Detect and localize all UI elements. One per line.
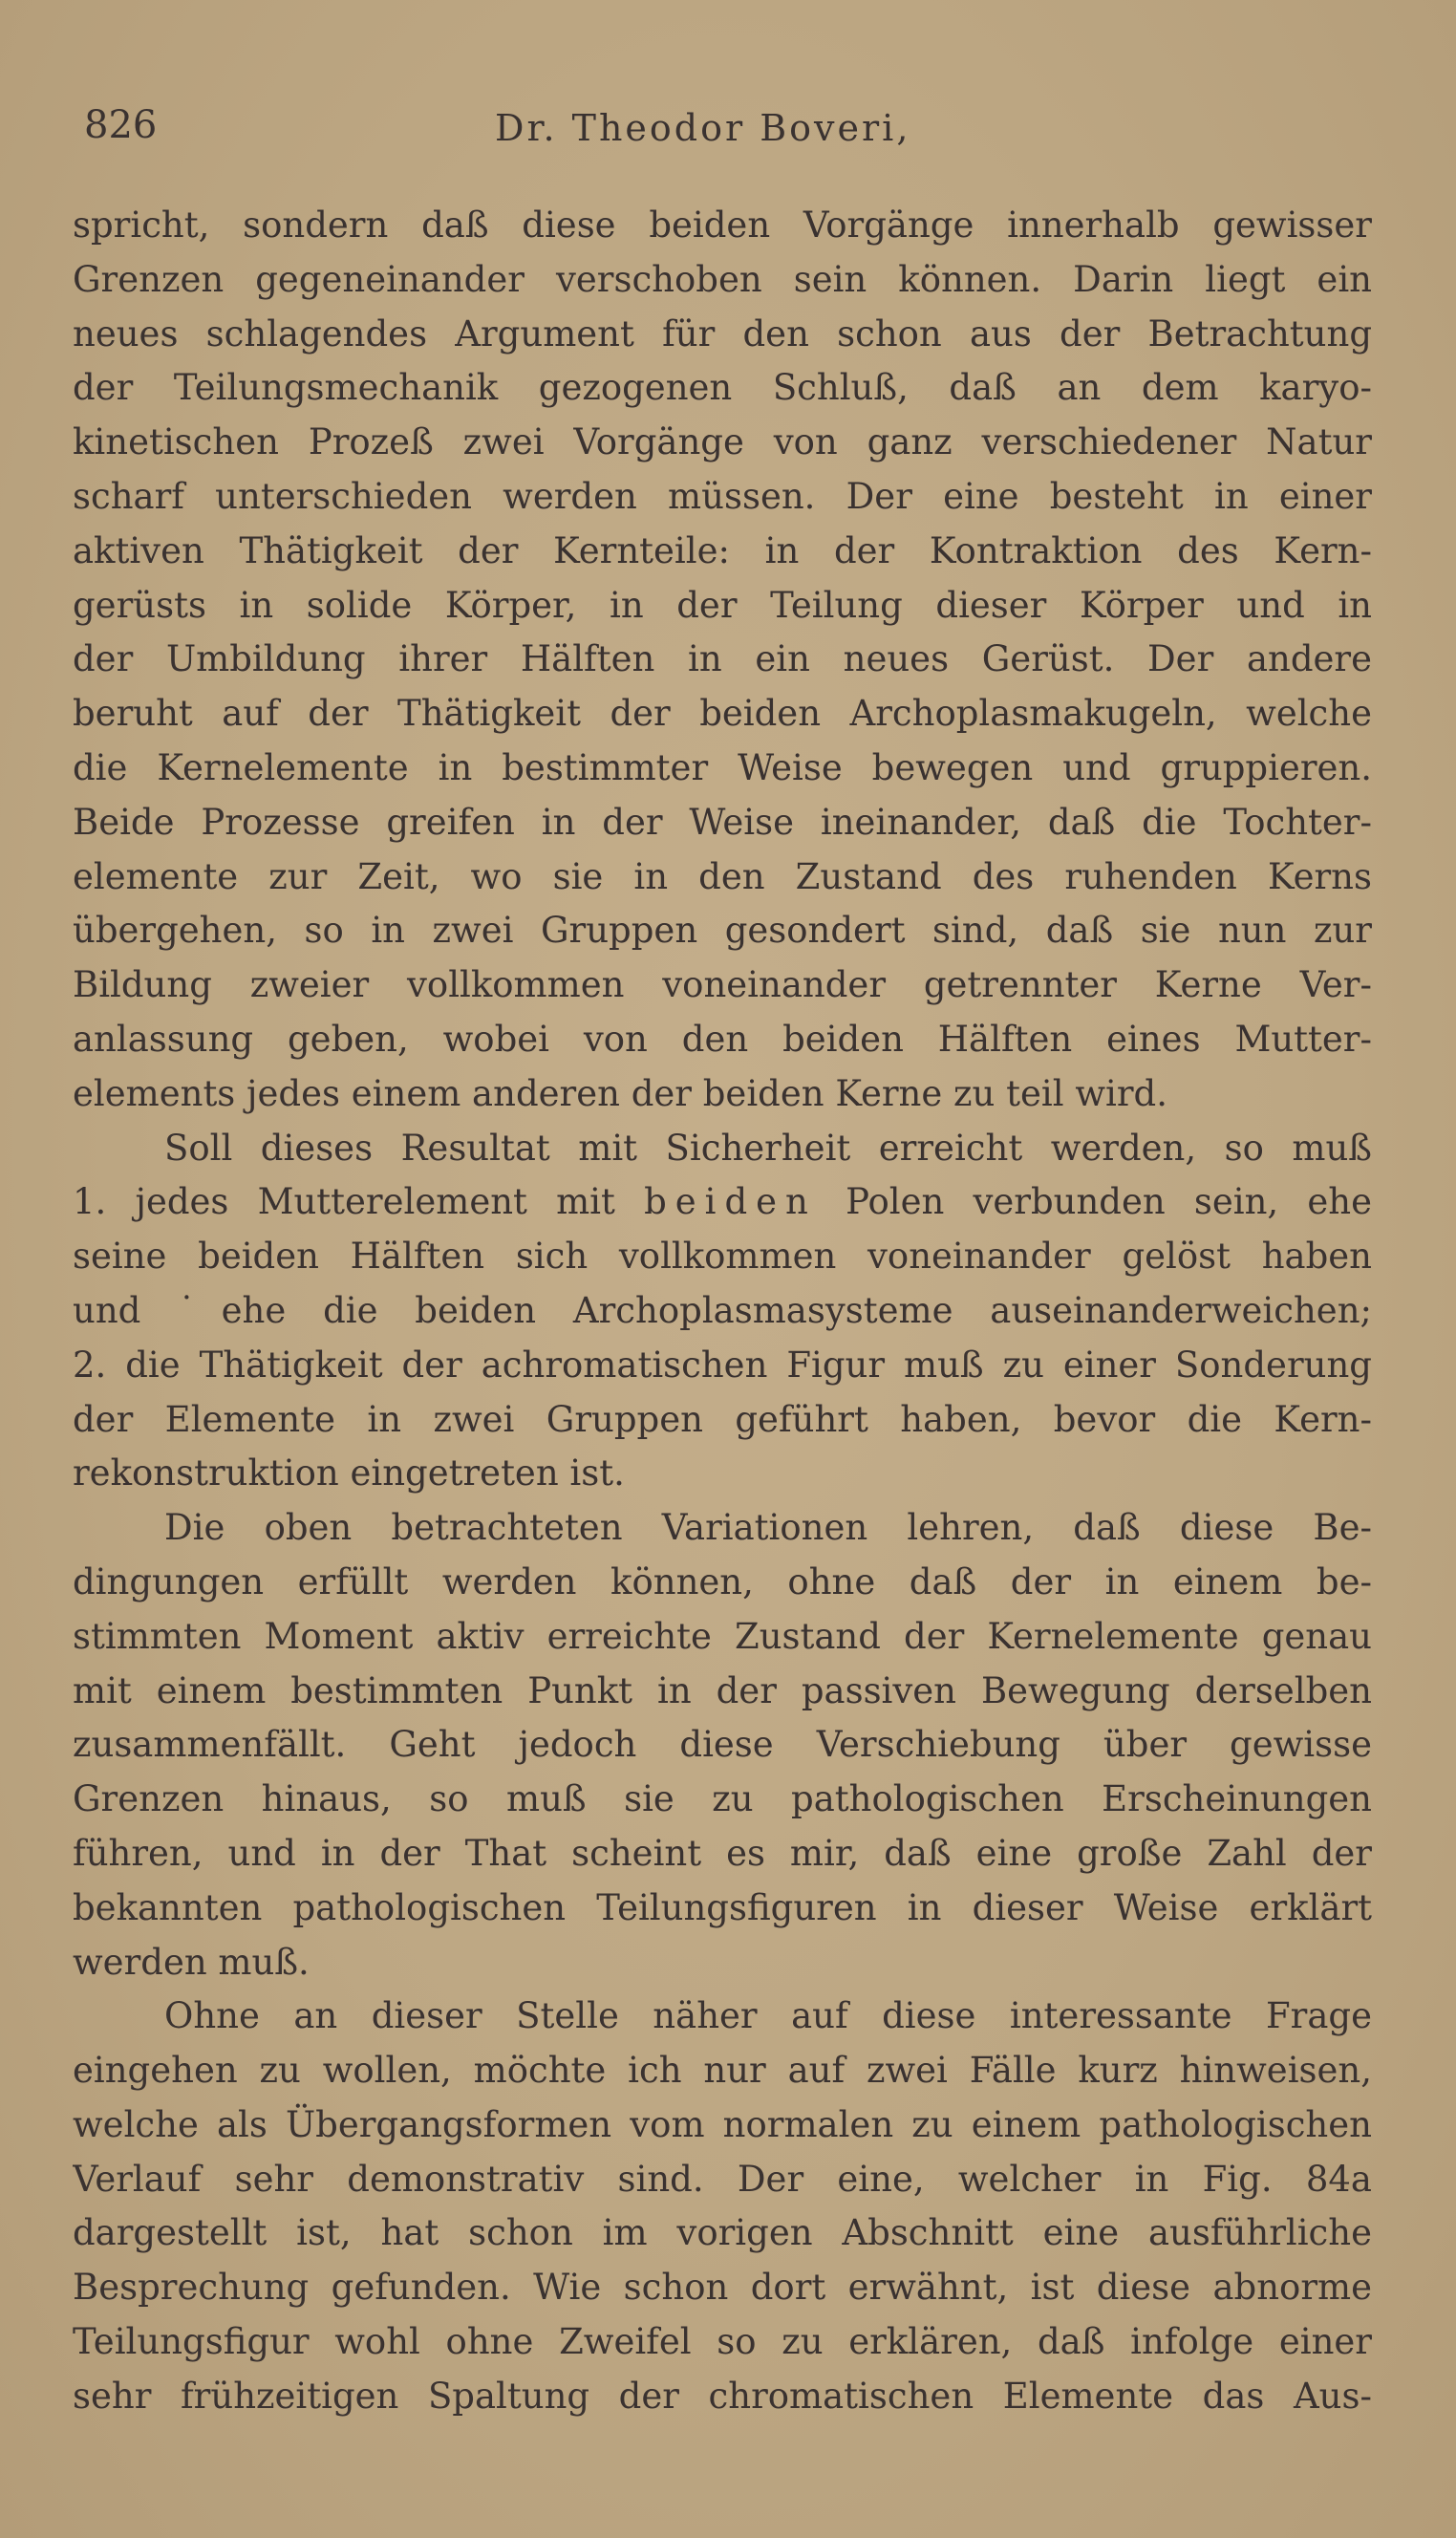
text-line: der Teilungsmechanik gezogenen Schluß, daß an dem karyo- — [73, 367, 1372, 409]
text-line: aktiven Thätigkeit der Kernteile: in der Kontraktion des Kern- — [73, 529, 1372, 571]
text-line: der Elemente in zwei Gruppen geführt haben, bevor die Kern- — [73, 1398, 1372, 1440]
text-line: kinetischen Prozeß zwei Vorgänge von ganz verschiedener Natur — [73, 421, 1372, 463]
page-number: 826 — [84, 103, 158, 147]
text-line: Grenzen hinaus, so muß sie zu pathologischen Erscheinungen — [73, 1778, 1372, 1820]
text-line: mit einem bestimmten Punkt in der passiven Bewegung derselben — [73, 1669, 1372, 1711]
text-line: die Kernelemente in bestimmter Weise bewegen und gruppieren. — [73, 746, 1372, 788]
text-line: elements jedes einem anderen der beiden Kerne zu teil wird. — [73, 1072, 1167, 1114]
text-line: Soll dieses Resultat mit Sicherheit erreicht werden, so muß — [164, 1127, 1372, 1169]
text-line: rekonstruktion eingetreten ist. — [73, 1452, 625, 1495]
text-line: und ˙ehe die beiden Archoplasmasysteme auseinanderweichen; — [73, 1289, 1372, 1331]
text-line: Die oben betrachteten Variationen lehren, daß diese Be- — [164, 1507, 1372, 1549]
text-line-with-spaced-word — [73, 1175, 1372, 1230]
text-line: übergehen, so in zwei Gruppen gesondert sind, daß sie nun zur — [73, 910, 1372, 952]
text-line: der Umbildung ihrer Hälften in ein neues Gerüst. Der andere — [73, 638, 1372, 680]
text-line: Ohne an dieser Stelle näher auf diese interessante Frage — [164, 1995, 1372, 2037]
text-line: elemente zur Zeit, wo sie in den Zustand des ruhenden Kerns — [73, 855, 1372, 897]
text-line: werden muß. — [73, 1941, 310, 1983]
text-line: eingehen zu wollen, möchte ich nur auf zwei Fälle kurz hinweisen, — [73, 2050, 1372, 2092]
text-line: welche als Übergangsformen vom normalen zu einem pathologischen — [73, 2103, 1372, 2145]
text-line: sehr frühzeitigen Spaltung der chromatischen Elemente das Aus- — [73, 2375, 1372, 2417]
text-line: beruht auf der Thätigkeit der beiden Archoplasmakugeln, welche — [73, 693, 1372, 735]
text-line: dingungen erfüllt werden können, ohne daß der in einem be- — [73, 1560, 1372, 1602]
line-start: 1. jedes Mutterelement mit — [73, 1181, 615, 1223]
spaced-emphasis: beiden — [644, 1181, 817, 1223]
text-line: Teilungsfigur wohl ohne Zweifel so zu erklären, daß infolge einer — [73, 2321, 1372, 2363]
text-line: zusammenfällt. Geht jedoch diese Verschiebung über gewisse — [73, 1724, 1372, 1766]
text-line: spricht, sondern daß diese beiden Vorgänge innerhalb gewisser — [73, 204, 1372, 246]
text-line: Besprechung gefunden. Wie schon dort erwähnt, ist diese abnorme — [73, 2267, 1372, 2309]
page-header — [84, 103, 1374, 170]
text-line: scharf unterschieden werden müssen. Der eine besteht in einer — [73, 475, 1372, 517]
text-line: stimmten Moment aktiv erreichte Zustand der Kernelemente genau — [73, 1615, 1372, 1657]
running-head: Dr. Theodor Boveri, — [495, 107, 911, 149]
text-line: seine beiden Hälften sich vollkommen voneinander gelöst haben — [73, 1236, 1372, 1278]
text-line: 2. die Thätigkeit der achromatischen Figur muß zu einer Sonderung — [73, 1344, 1372, 1386]
text-line: gerüsts in solide Körper, in der Teilung dieser Körper und in — [73, 584, 1372, 626]
text-line: Verlauf sehr demonstrativ sind. Der eine, welcher in Fig. 84a — [73, 2158, 1372, 2200]
text-line: anlassung geben, wobei von den beiden Hälften eines Mutter- — [73, 1018, 1372, 1060]
text-line: Beide Prozesse greifen in der Weise ineinander, daß die Tochter- — [73, 801, 1372, 843]
body-text — [73, 199, 1372, 2424]
text-line: dargestellt ist, hat schon im vorigen Abschnitt eine ausführliche — [73, 2212, 1372, 2254]
text-line: Grenzen gegeneinander verschoben sein können. Darin liegt ein — [73, 258, 1372, 300]
text-line: neues schlagendes Argument für den schon aus der Betrachtung — [73, 312, 1372, 355]
text-line: bekannten pathologischen Teilungsfiguren in dieser Weise erklärt — [73, 1886, 1372, 1928]
text-line: führen, und in der That scheint es mir, daß eine große Zahl der — [73, 1832, 1372, 1874]
text-line: Bildung zweier vollkommen voneinander getrennter Kerne Ver- — [73, 964, 1372, 1006]
line-end: Polen verbunden sein, ehe — [846, 1181, 1372, 1223]
